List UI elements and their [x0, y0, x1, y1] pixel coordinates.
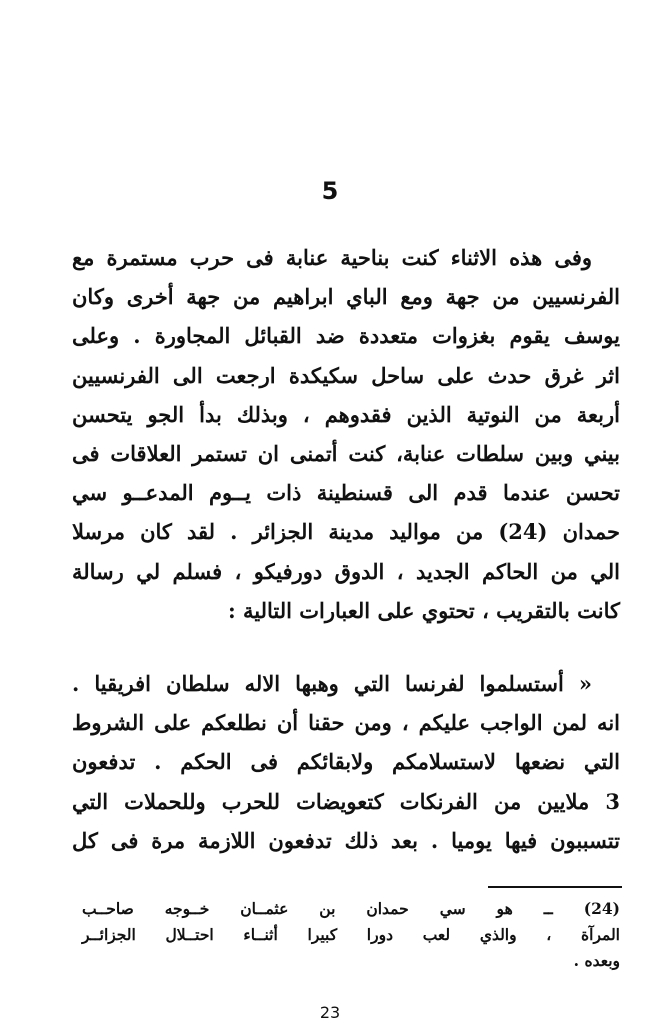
paragraph-line: بيني وبين سلطات عنابة، كنت أتمنى ان تستمر العلاقات فى: [72, 440, 620, 466]
page-number: 23: [319, 1003, 341, 1022]
footnote-line: وبعده .: [573, 951, 620, 970]
footnote-line: المرآة ، والذي لعب دورا كبيرا أثنــاء احتــلال الجزائــر: [82, 925, 620, 944]
footnote-divider: [488, 886, 622, 888]
footnote: [82, 896, 620, 974]
paragraph-line: الي من الحاكم الجديد ، الدوق دورفيكو ، فسلم لي رسالة: [72, 558, 620, 584]
main-paragraph: [72, 238, 620, 630]
paragraph-line: حمدان (24) من مواليد مدينة الجزائر . لقد كان مرسلا: [72, 519, 620, 545]
paragraph-line: أربعة من النوتية الذين فقدوهم ، وبذلك بدأ الجو يتحسن: [72, 401, 620, 427]
paragraph-line: اثر غرق حدث على ساحل سكيكدة ارجعت الى الفرنسيين: [72, 362, 620, 388]
chapter-number: 5: [321, 177, 339, 205]
paragraph-line: انه لمن الواجب عليكم ، ومن حقنا أن نطلعكم على الشروط: [72, 710, 620, 736]
paragraph-line: الفرنسيين من جهة ومع الباي ابراهيم من جهة أخرى وكان: [72, 284, 620, 310]
quoted-letter-paragraph: [72, 664, 620, 860]
paragraph-line: « أستسلموا لفرنسا التي وهبها الاله سلطان افريقيا .: [72, 671, 592, 696]
footnote-line: (24) ــ هو سي حمدان بن عثمــان خــوجه صاحــب: [82, 899, 620, 918]
paragraph-line: وفى هذه الاثناء كنت بناحية عنابة فى حرب مستمرة مع: [72, 245, 592, 270]
paragraph-line: كانت بالتقريب ، تحتوي على العبارات التالية :: [227, 597, 620, 623]
paragraph-line: تتسببون فيها يوميا . بعد ذلك تدفعون اللازمة مرة فى كل: [72, 827, 620, 853]
paragraph-line: التي نضعها لاستسلامكم ولابقائكم فى الحكم . تدفعون: [72, 749, 620, 775]
paragraph-line: 3 ملايين من الفرنكات كتعويضات للحرب وللحملات التي: [72, 788, 620, 814]
paragraph-line: تحسن عندما قدم الى قسنطينة ذات يــوم المدعــو سي: [72, 480, 620, 506]
paragraph-line: يوسف يقوم بغزوات متعددة ضد القبائل المجاورة . وعلى: [72, 323, 620, 349]
